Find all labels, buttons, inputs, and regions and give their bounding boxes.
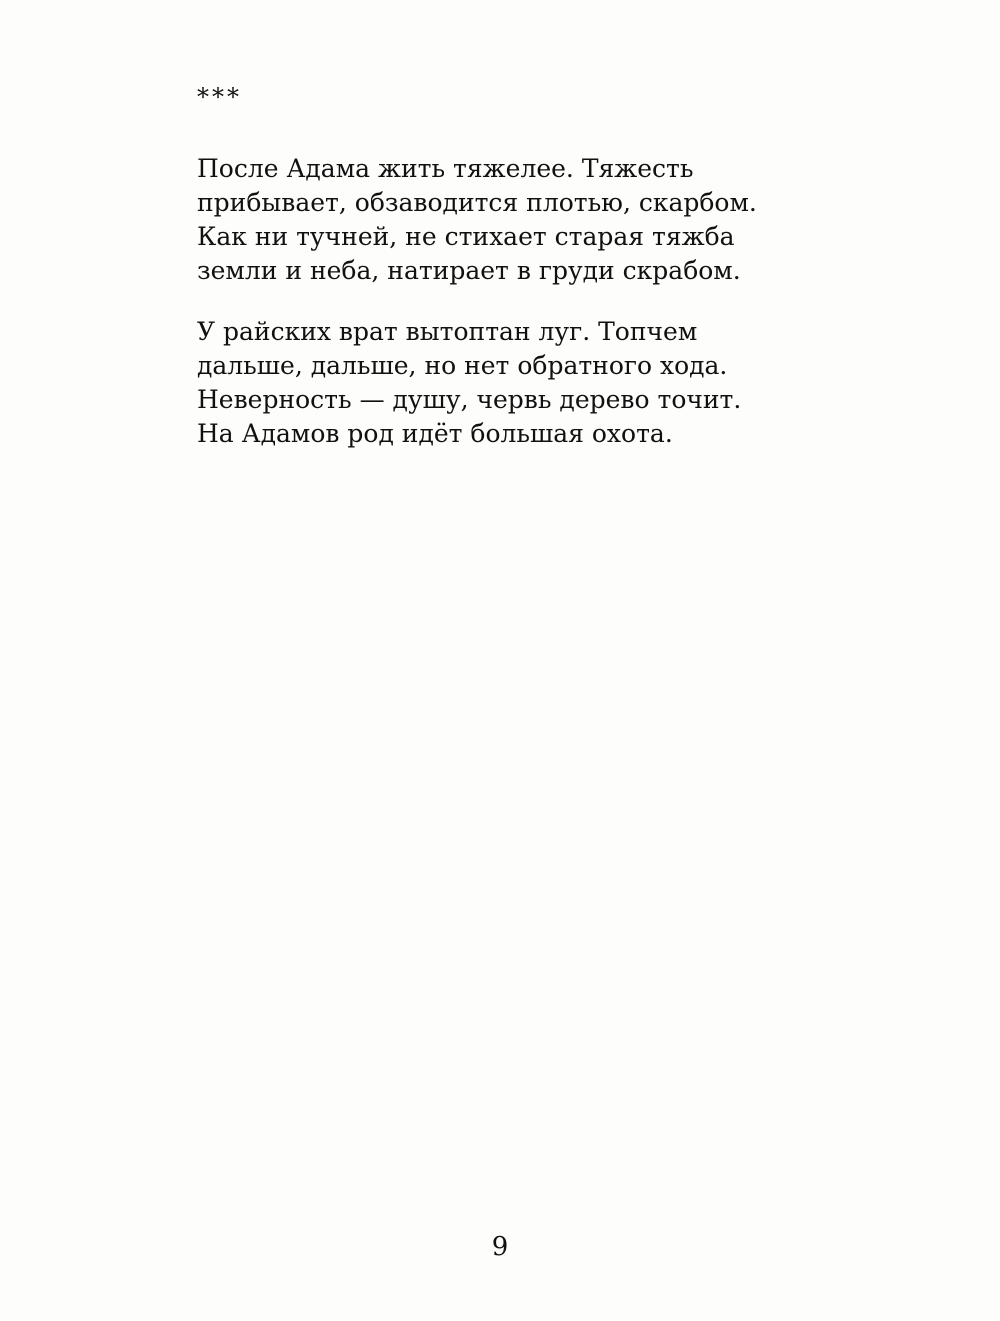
poem-line: дальше, дальше, но нет обратного хода. <box>197 351 728 380</box>
stanza-2 <box>197 315 817 451</box>
page-number: 9 <box>491 1232 509 1262</box>
poem-line: После Адама жить тяжелее. Тяжесть <box>197 154 694 183</box>
poem <box>197 80 817 478</box>
poem-line: У райских врат вытоптан луг. Топчем <box>197 317 698 346</box>
stanza-1 <box>197 152 817 288</box>
poem-line: прибывает, обзаводится плотью, скарбом. <box>197 188 757 217</box>
poem-separator: *** <box>197 83 242 111</box>
poem-line: Неверность — душу, червь дерево точит. <box>197 385 742 414</box>
poem-line: На Адамов род идёт большая охота. <box>197 419 673 448</box>
poem-line: Как ни тучней, не стихает старая тяжба <box>197 222 735 251</box>
poem-line: земли и неба, натирает в груди скрабом. <box>197 256 741 285</box>
